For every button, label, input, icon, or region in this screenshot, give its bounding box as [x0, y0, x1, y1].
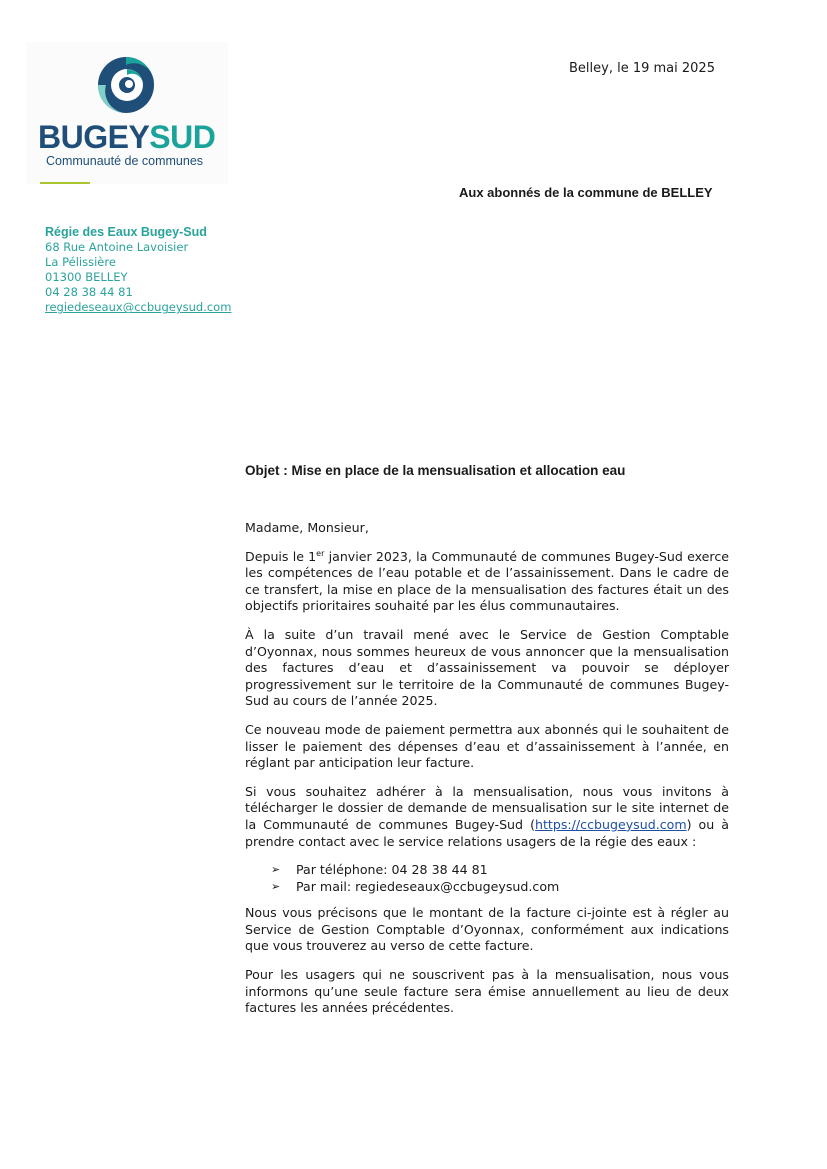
sender-phone: 04 28 38 44 81 — [45, 285, 133, 300]
list-item: ➢ Par téléphone: 04 28 38 44 81 — [271, 862, 488, 878]
letter-body — [245, 520, 729, 1029]
sender-address-street: 68 Rue Antoine Lavoisier — [45, 240, 189, 255]
contact-list — [245, 862, 729, 895]
arrow-bullet-icon: ➢ — [271, 863, 281, 877]
paragraph-5: Nous vous précisons que le montant de la facture ci-jointe est à régler au Service de Gestion Comptable d’Oyonnax, conformément aux indications que vous trouverez au verso de cette facture. — [245, 905, 729, 954]
paragraph-4: Si vous souhaitez adhérer à la mensualisation, nous vous invitons à télécharger le dossier de demande de mensualisation sur le site internet de la Communauté de communes Bugey-Sud (https://ccbugeysud.com) ou à prendre contact avec le service relations usagers de la régie des eaux : — [245, 783, 730, 849]
paragraph-6: Pour les usagers qui ne souscrivent pas à la mensualisation, nous vous informons qu’une seule facture sera émise annuellement au lieu de deux factures les années précédentes. — [245, 967, 729, 1016]
bugeysud-logo — [26, 42, 228, 184]
sender-address-locality: La Pélissière — [45, 255, 116, 270]
sender-email-link[interactable]: regiedeseaux@ccbugeysud.com — [45, 300, 232, 315]
letter-subject: Objet : Mise en place de la mensualisation et allocation eau — [245, 463, 626, 478]
arrow-bullet-icon: ➢ — [271, 879, 281, 893]
divider — [40, 182, 90, 184]
sender-name: Régie des Eaux Bugey-Sud — [45, 225, 207, 239]
sender-block — [45, 225, 231, 316]
paragraph-3: Ce nouveau mode de paiement permettra aux abonnés qui le souhaitent de lisser le paiement des dépenses d’eau et d’assainissement à l’année, en réglant par anticipation leur facture. — [245, 721, 729, 771]
paragraph-2: À la suite d’un travail mené avec le Service de Gestion Comptable d’Oyonnax, nous sommes heureux de vous annoncer que la mensualisation des factures d’eau et d’assainissement va pouvoir se déployer progressivement sur le territoire de la Communauté de communes Bugey-Sud au cours de l’année 2025. — [245, 626, 729, 709]
brand-tagline: Communauté de communes — [46, 154, 204, 168]
swirl-logo-icon — [96, 54, 156, 116]
paragraph-1: Depuis le 1er janvier 2023, la Communauté de communes Bugey-Sud exerce les compétences de l’eau potable et de l’assainissement. Dans le cadre de ce transfert, la mise en place de la mensualisation des factures était un des objectifs prioritaires souhaité par les élus communautaires. — [245, 548, 729, 614]
website-link[interactable]: https://ccbugeysud.com — [535, 816, 687, 832]
sender-city: 01300 BELLEY — [45, 270, 128, 285]
letter-date: Belley, le 19 mai 2025 — [569, 61, 715, 76]
brand-name: BUGEYSUD — [38, 119, 216, 155]
recipient: Aux abonnés de la commune de BELLEY — [459, 185, 713, 200]
list-item: ➢ Par mail: regiedeseaux@ccbugeysud.com — [271, 878, 560, 894]
salutation: Madame, Monsieur, — [245, 520, 369, 535]
